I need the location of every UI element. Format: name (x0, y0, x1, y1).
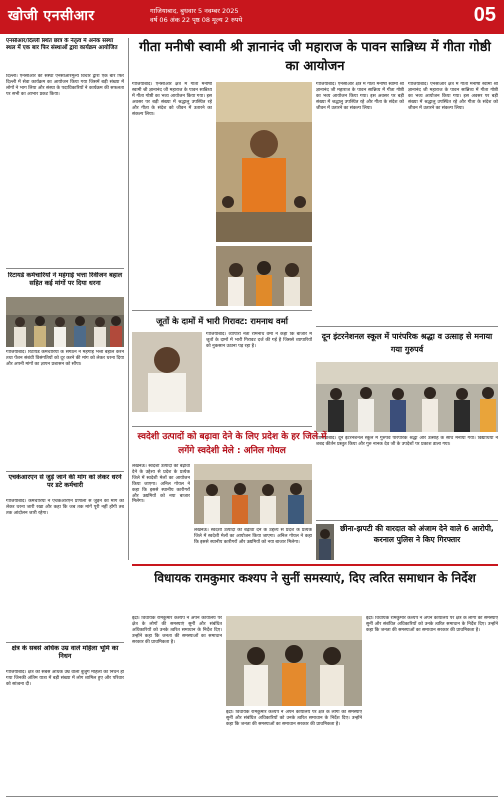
bottom-photo (226, 616, 362, 706)
divider (316, 326, 498, 327)
page-number: 05 (473, 4, 496, 26)
bottom-body-3 (366, 616, 498, 794)
crime-photo (316, 524, 334, 560)
doon-body (316, 436, 498, 516)
swadeshi-text-cont: लखनऊ। स्वदेशी उत्पादों को बढ़ावा देने के उद्देश्य से प्रदेश के प्रत्येक जिले में स्वदेशी मेलों का आयोजन किया जाएगा। अनिल गोयल ने कहा कि इससे स्थानीय कारीगरों और उद्यमियों को नया बाजार मिलेगा। (194, 528, 312, 545)
swadeshi-body-2 (194, 528, 312, 560)
dateline-1: गाजियाबाद, बुधवार 5 नवम्बर 2025 (150, 7, 239, 15)
left-bottom-body (6, 670, 124, 794)
jute-photo (132, 332, 202, 412)
divider (316, 520, 498, 521)
crime-headline: छीना-झपटी की वारदात को अंजाम देने वाले 6 आरोपी, करनाल पुलिस ने किए गिरफ्तार (340, 524, 494, 544)
dateline-2: वर्ष 06 अंक 22 पृष्ठ 08 मूल्य 2 रुपये (150, 16, 243, 24)
swadeshi-text: लखनऊ। स्वदेशी उत्पादों को बढ़ावा देने के उद्देश्य से प्रदेश के प्रत्येक जिले में स्वदेशी मेलों का आयोजन किया जाएगा। अनिल गोयल ने कहा कि इससे स्थानीय कारीगरों और उद्यमियों को नया बाजार मिलेगा। (132, 464, 190, 505)
divider (132, 310, 312, 311)
jute-body (206, 332, 312, 422)
left-mid-text: गाजियाबाद। रिटायर्ड कर्मचारियों के संगठन ने महंगाई भत्ता बहाल करने तथा पेंशन संबंधी विसंगतियों को दूर करने की मांग को लेकर धरना दिया और अपनी मांगों का ज्ञापन प्रशासन को सौंपा। (6, 350, 124, 367)
left-mid-headline: रिटायर्ड कर्मचारियों ने महंगाई भत्ता रिवीजन बहाल सहित कई मांगों पर दिया धरना (7, 272, 123, 287)
lead-photo (216, 82, 312, 242)
left-low-body (6, 499, 124, 639)
divider (6, 471, 124, 472)
divider (132, 426, 312, 427)
lead-headline: गीता मनीषी स्वामी श्री ज्ञानानंद जी महाराज के पावन सान्निध्य में गीता गोष्ठी का आयोजन (139, 40, 491, 74)
jute-text: गाजियाबाद। व्यापारी नेता रामनाथ वर्मा ने कहा कि बाजार में जूतों के दामों में भारी गिरावट दर्ज की गई है जिससे व्यापारियों को नुकसान उठाना पड़ रहा है। (206, 332, 312, 349)
lead-text: गाजियाबाद। एनसीआर क्षेत्र में गीता मनीषी स्वामी श्री ज्ञानानंद जी महाराज के पावन सान्निध्य में गीता गोष्ठी का भव्य आयोजन किया गया। इस अवसर पर बड़ी संख्या में श्रद्धालु उपस्थित रहे और गीता के संदेश को जीवन में उतारने का संकल्प लिया। (132, 82, 212, 117)
lead-body-right (408, 82, 498, 322)
lead-body-mid (316, 82, 404, 322)
left-low-headline: एचकेआरएन से जुड़े जाने की मांग को लेकर धरने पर डटे कर्मचारी (8, 474, 122, 489)
bottom-banner-rule (132, 564, 498, 566)
bottom-headline: विधायक रामकुमार कश्यप ने सुनीं समस्याएं, दिए त्वरित समाधान के निर्देश (154, 571, 476, 585)
divider (6, 642, 124, 643)
swadeshi-body-1 (132, 464, 190, 560)
lead-body-left (132, 82, 212, 242)
left-top-headline: एनसीआर/दिल्ली स्थित छात्र के नेतृत्व में अनेक संस्था स्थल में एक बार फिर संस्थाओं द्वारा कार्यक्रम आयोजित (6, 38, 118, 51)
bottom-body-2 (226, 710, 362, 794)
masthead-dateline (150, 7, 390, 25)
bottom-text: इंद्री। विधायक रामकुमार कश्यप ने अपने कार्यालय पर क्षेत्र के लोगों की समस्याएं सुनीं और संबंधित अधिकारियों को उनके त्वरित समाधान के निर्देश दिए। उन्होंने कहा कि जनता की समस्याओं का समाधान सरकार की प्राथमिकता है। (132, 616, 222, 645)
doon-text: गाजियाबाद। दून इंटरनेशनल स्कूल में गुरुपर्व पारंपरिक श्रद्धा और उत्साह के साथ मनाया गया। विद्यार्थियों ने शबद कीर्तन प्रस्तुत किया और गुरु नानक देव जी के उपदेशों पर प्रकाश डाला गया। (316, 436, 498, 447)
bottom-body-1 (132, 616, 222, 794)
swadeshi-headline: स्वदेशी उत्पादों को बढ़ावा देने के लिए प्रदेश के हर जिले में लगेंगे स्वदेशी मेले : अनिल गोयल (137, 432, 327, 456)
bottom-text-cont-2: इंद्री। विधायक रामकुमार कश्यप ने अपने कार्यालय पर क्षेत्र के लोगों की समस्याएं सुनीं और संबंधित अधिकारियों को उनके त्वरित समाधान के निर्देश दिए। उन्होंने कहा कि जनता की समस्याओं का समाधान सरकार की प्राथमिकता है। (366, 616, 498, 633)
left-mid-photo (6, 297, 124, 347)
doon-headline: दून इंटरनेशनल स्कूल में पारंपरिक श्रद्धा व उत्साह से मनाया गया गुरुपर्व (321, 332, 493, 354)
bottom-text-cont: इंद्री। विधायक रामकुमार कश्यप ने अपने कार्यालय पर क्षेत्र के लोगों की समस्याएं सुनीं और संबंधित अधिकारियों को उनके त्वरित समाधान के निर्देश दिए। उन्होंने कहा कि जनता की समस्याओं का समाधान सरकार की प्राथमिकता है। (226, 710, 362, 727)
bottom-page-rule (6, 796, 498, 797)
left-low-text: गाजियाबाद। कर्मचारियों ने एचकेआरएन प्रणाली से जुड़ने की मांग को लेकर धरना जारी रखा और कहा कि जब तक मांगें पूरी नहीं होंगी तब तक आंदोलन जारी रहेगा। (6, 499, 124, 516)
left-bottom-headline: क्षेत्र के सबसे अधिक उम्र वाले महिला भूमि का निधन (11, 645, 119, 660)
lead-photo-2 (216, 246, 312, 306)
doon-photo (316, 362, 498, 432)
lead-text-cont: गाजियाबाद। एनसीआर क्षेत्र में गीता मनीषी स्वामी श्री ज्ञानानंद जी महाराज के पावन सान्निध्य में गीता गोष्ठी का भव्य आयोजन किया गया। इस अवसर पर बड़ी संख्या में श्रद्धालु उपस्थित रहे और गीता के संदेश को जीवन में उतारने का संकल्प लिया। (316, 82, 404, 111)
swadeshi-photo (194, 464, 312, 524)
newspaper-title: खोजी एनसीआर (8, 8, 95, 24)
left-top-body (6, 74, 124, 264)
jute-headline: जूतों के दामों में भारी गिरावट: रामनाथ वर्मा (156, 316, 288, 326)
divider (6, 268, 124, 269)
left-top-text: दिल्ली। एनसीआर की संस्था एनसीआरमूल्य विचार द्वारा एक बार फिर दिल्ली में सेवा कार्यक्रम का आयोजन किया गया जिसमें बड़ी संख्या में लोगों ने भाग लिया और संस्था के पदाधिकारियों ने कार्यक्रम की सफलता पर सभी का आभार प्रकट किया। (6, 74, 124, 97)
masthead (0, 0, 504, 34)
left-bottom-text: गाजियाबाद। क्षेत्र की सबसे अधिक उम्र वाली बुजुर्ग महिला का निधन हो गया जिनकी अंतिम यात्रा में बड़ी संख्या में लोग शामिल हुए और परिवार को सांत्वना दी। (6, 670, 124, 687)
column-divider (128, 38, 129, 560)
lead-text-cont-2: गाजियाबाद। एनसीआर क्षेत्र में गीता मनीषी स्वामी श्री ज्ञानानंद जी महाराज के पावन सान्निध्य में गीता गोष्ठी का भव्य आयोजन किया गया। इस अवसर पर बड़ी संख्या में श्रद्धालु उपस्थित रहे और गीता के संदेश को जीवन में उतारने का संकल्प लिया। (408, 82, 498, 111)
left-mid-body (6, 350, 124, 468)
